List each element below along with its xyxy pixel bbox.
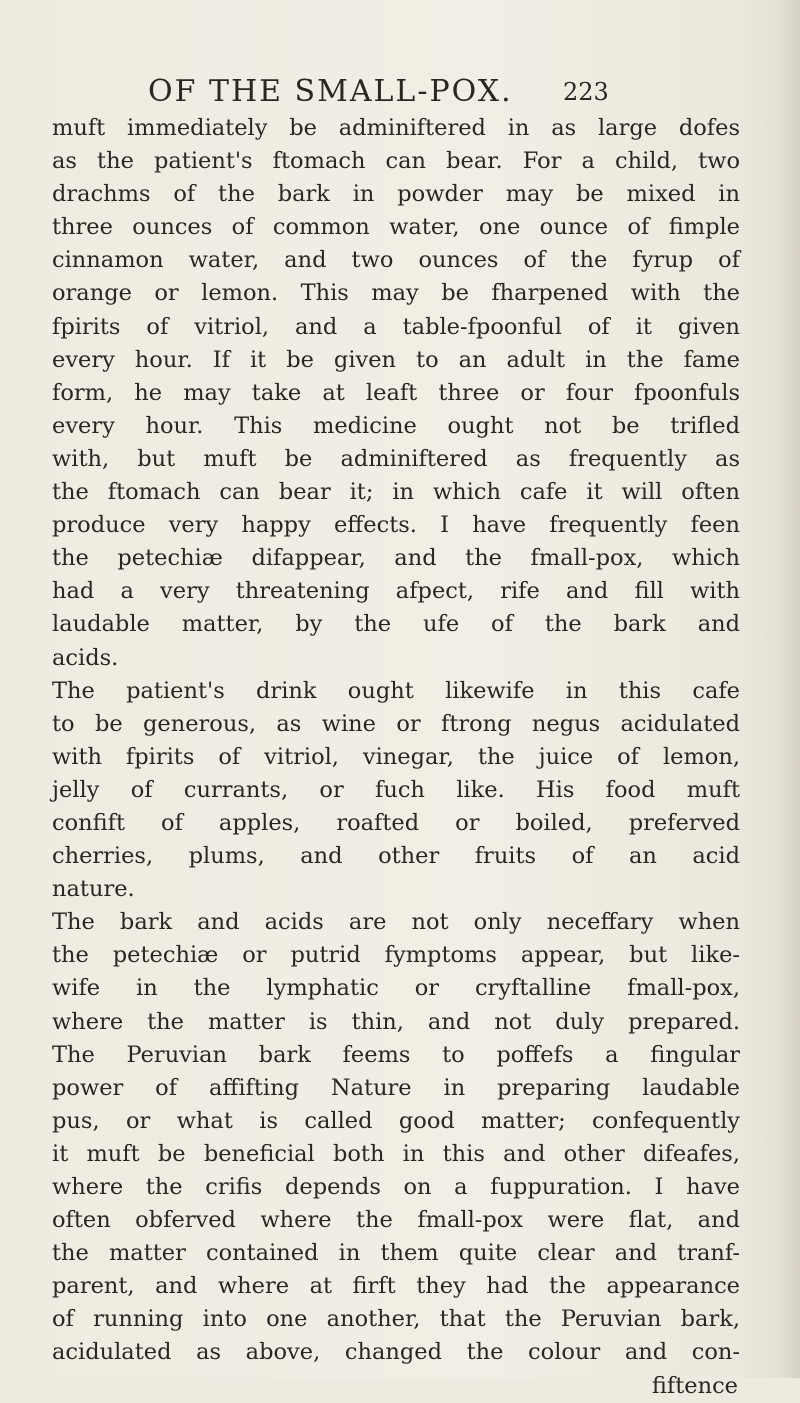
text-line: three ounces of common water, one ounce of fimple <box>52 214 740 241</box>
text-line: The Peruvian bark feems to poffefs a fingular <box>52 1041 740 1068</box>
text-line: where the crifis depends on a fuppuration. I have <box>52 1174 740 1200</box>
text-line: form, he may take at leaft three or four fpoonfuls <box>52 379 740 406</box>
text-line: nature. <box>52 876 135 903</box>
text-line: produce very happy effects. I have frequently feen <box>52 512 740 539</box>
text-line: where the matter is thin, and not duly prepared. <box>52 1008 740 1035</box>
text-line: drachms of the bark in powder may be mixed in <box>52 181 740 208</box>
page-number: 223 <box>563 78 609 106</box>
text-line: acidulated as above, changed the colour and con- <box>52 1339 740 1366</box>
text-line: confift of apples, roafted or boiled, preferved <box>52 809 740 836</box>
text-line: the petechiæ or putrid fymptoms appear, but like- <box>52 942 740 969</box>
text-line: The patient's drink ought likewife in this cafe <box>52 677 740 704</box>
text-line: every hour. This medicine ought not be trifled <box>52 412 740 439</box>
text-line: fiftence <box>651 1372 738 1399</box>
text-line: the ftomach can bear it; in which cafe it will often <box>52 479 740 506</box>
text-line: of running into one another, that the Peruvian bark, <box>52 1306 740 1333</box>
text-line: with, but muft be adminiftered as frequently as <box>52 445 740 472</box>
text-line: power of affifting Nature in preparing laudable <box>52 1074 740 1101</box>
text-line: the petechiæ difappear, and the fmall-pox, which <box>52 545 740 572</box>
text-line: had a very threatening afpect, rife and fill with <box>52 578 740 605</box>
text-line: cherries, plums, and other fruits of an acid <box>52 843 740 870</box>
running-title: OF THE SMALL-POX. <box>148 74 513 109</box>
text-line: with fpirits of vitriol, vinegar, the juice of lemon, <box>52 743 740 770</box>
running-head <box>148 74 648 114</box>
body-text <box>52 112 740 1403</box>
text-line: The bark and acids are not only neceffary when <box>52 909 740 936</box>
text-line: it muft be beneficial both in this and other difeafes, <box>52 1140 740 1167</box>
page-gutter-shadow <box>778 0 800 1378</box>
text-line: to be generous, as wine or ftrong negus acidulated <box>52 710 740 737</box>
text-line: wife in the lymphatic or cryftalline fmall-pox, <box>52 975 740 1002</box>
text-line: acids. <box>52 644 119 671</box>
text-line: jelly of currants, or fuch like. His food muft <box>52 776 740 803</box>
text-line: muft immediately be adminiftered in as large dofes <box>52 115 740 141</box>
text-line: fpirits of vitriol, and a table-fpoonful of it given <box>52 313 740 340</box>
text-line: laudable matter, by the ufe of the bark and <box>52 611 740 638</box>
text-line: the matter contained in them quite clear and tranf- <box>52 1240 740 1267</box>
text-line: every hour. If it be given to an adult in the fame <box>52 346 740 373</box>
text-line: cinnamon water, and two ounces of the fyrup of <box>52 247 740 274</box>
text-line: parent, and where at firft they had the appearance <box>52 1273 740 1300</box>
text-line: as the patient's ftomach can bear. For a child, two <box>52 148 740 175</box>
text-line: pus, or what is called good matter; confequently <box>52 1107 740 1134</box>
text-line: orange or lemon. This may be fharpened with the <box>52 280 740 307</box>
text-line: often obferved where the fmall-pox were flat, and <box>52 1207 740 1234</box>
